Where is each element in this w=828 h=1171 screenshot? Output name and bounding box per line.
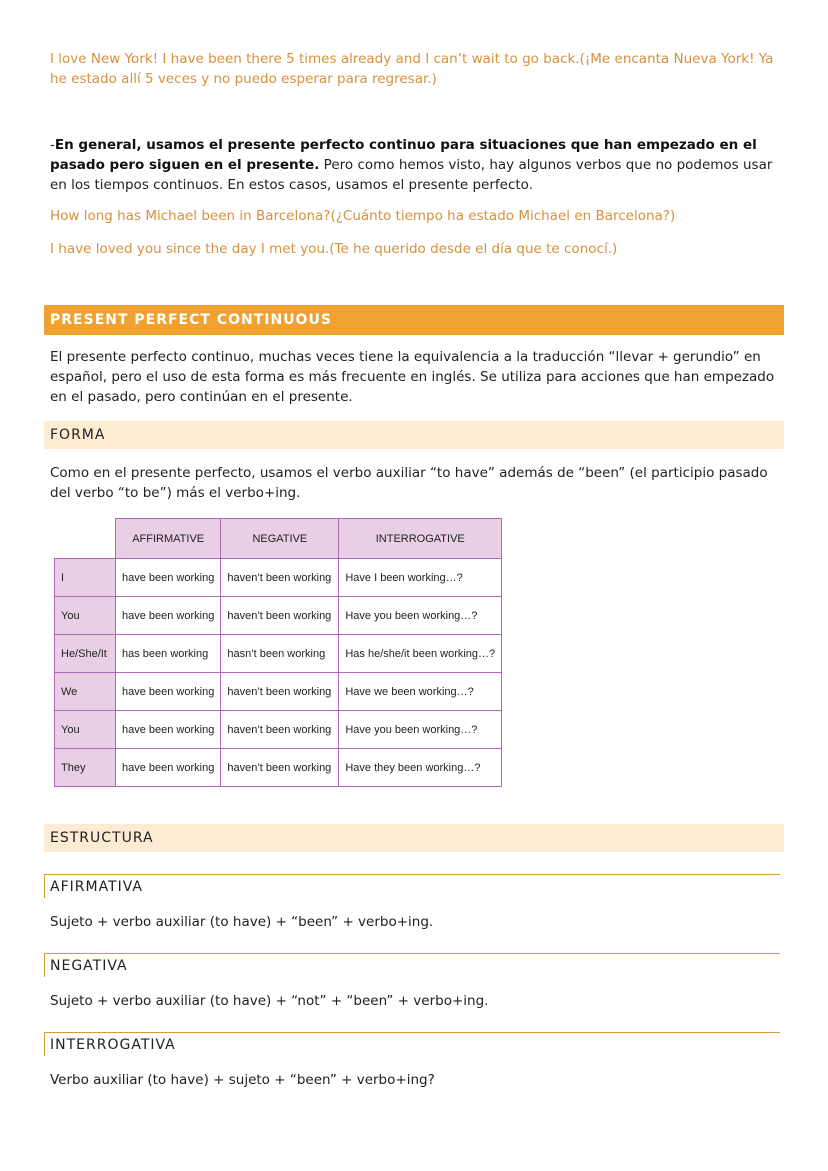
conjugation-table: [54, 518, 502, 787]
example-loved-you: I have loved you since the day I met you.(Te he querido desde el día que te conocí.): [50, 241, 618, 257]
section-intro-paragraph: El presente perfecto continuo, muchas veces tiene la equivalencia a la traducción “llevar + gerundio” en español, pero el uso de esta forma es más frecuente en inglés. Se utiliza para acciones que han empezado en el pasado, pero continúan en el presente.: [50, 349, 775, 405]
affirmative-cell: have been working: [116, 673, 221, 711]
interrogative-cell: Have you been working…?: [339, 597, 502, 635]
forma-heading: FORMA: [44, 421, 784, 449]
example-michael-barcelona: How long has Michael been in Barcelona?(¿Cuánto tiempo ha estado Michael en Barcelona?): [50, 208, 676, 224]
table-row: [55, 635, 502, 673]
table-corner-cell: [55, 519, 116, 559]
table-row: [55, 749, 502, 787]
negative-cell: haven’t been working: [221, 749, 339, 787]
interrogativa-heading: INTERROGATIVA: [44, 1032, 780, 1056]
negative-cell: haven’t been working: [221, 711, 339, 749]
interrogative-cell: Have I been working…?: [339, 559, 502, 597]
affirmative-cell: have been working: [116, 597, 221, 635]
subject-cell: He/She/It: [55, 635, 116, 673]
example-new-york: I love New York! I have been there 5 times already and I can’t wait to go back.(¡Me encanta Nueva York! Ya he estado allí 5 veces y no puedo esperar para regresar.): [50, 51, 774, 87]
affirmative-cell: have been working: [116, 559, 221, 597]
general-note-bold: En general, usamos el presente perfecto continuo para situaciones que han empezado en el pasado pero siguen en el presente.: [50, 137, 757, 173]
header-affirmative: AFFIRMATIVE: [116, 519, 221, 559]
negative-cell: haven’t been working: [221, 673, 339, 711]
general-note-rest: Pero como hemos visto, hay algunos verbos que no podemos usar en los tiempos continuos. En estos casos, usamos el presente perfecto.: [50, 157, 773, 193]
subject-cell: I: [55, 559, 116, 597]
header-interrogative: INTERROGATIVE: [339, 519, 502, 559]
table-row: [55, 673, 502, 711]
interrogativa-formula: Verbo auxiliar (to have) + sujeto + “been” + verbo+ing?: [50, 1072, 435, 1088]
negative-cell: haven’t been working: [221, 559, 339, 597]
afirmativa-formula: Sujeto + verbo auxiliar (to have) + “been” + verbo+ing.: [50, 914, 434, 930]
header-negative: NEGATIVE: [221, 519, 339, 559]
table-row: [55, 559, 502, 597]
subject-cell: You: [55, 597, 116, 635]
forma-paragraph: Como en el presente perfecto, usamos el verbo auxiliar “to have” además de “been” (el participio pasado del verbo “to be”) más el verbo+ing.: [50, 465, 768, 501]
negativa-heading: NEGATIVA: [44, 953, 780, 977]
interrogative-cell: Have we been working…?: [339, 673, 502, 711]
subject-cell: We: [55, 673, 116, 711]
table-header-row: [55, 519, 502, 559]
interrogative-cell: Have you been working…?: [339, 711, 502, 749]
general-note-paragraph: [50, 135, 780, 195]
table-row: [55, 711, 502, 749]
affirmative-cell: have been working: [116, 749, 221, 787]
negativa-formula: Sujeto + verbo auxiliar (to have) + “not” + “been” + verbo+ing.: [50, 993, 489, 1009]
affirmative-cell: has been working: [116, 635, 221, 673]
general-note-prefix: -: [50, 137, 55, 153]
negative-cell: haven’t been working: [221, 597, 339, 635]
interrogative-cell: Have they been working…?: [339, 749, 502, 787]
affirmative-cell: have been working: [116, 711, 221, 749]
subject-cell: They: [55, 749, 116, 787]
table-row: [55, 597, 502, 635]
afirmativa-heading: AFIRMATIVA: [44, 874, 780, 898]
section-title-present-perfect-continuous: PRESENT PERFECT CONTINUOUS: [44, 305, 784, 335]
estructura-heading: ESTRUCTURA: [44, 824, 784, 852]
subject-cell: You: [55, 711, 116, 749]
negative-cell: hasn’t been working: [221, 635, 339, 673]
interrogative-cell: Has he/she/it been working…?: [339, 635, 502, 673]
